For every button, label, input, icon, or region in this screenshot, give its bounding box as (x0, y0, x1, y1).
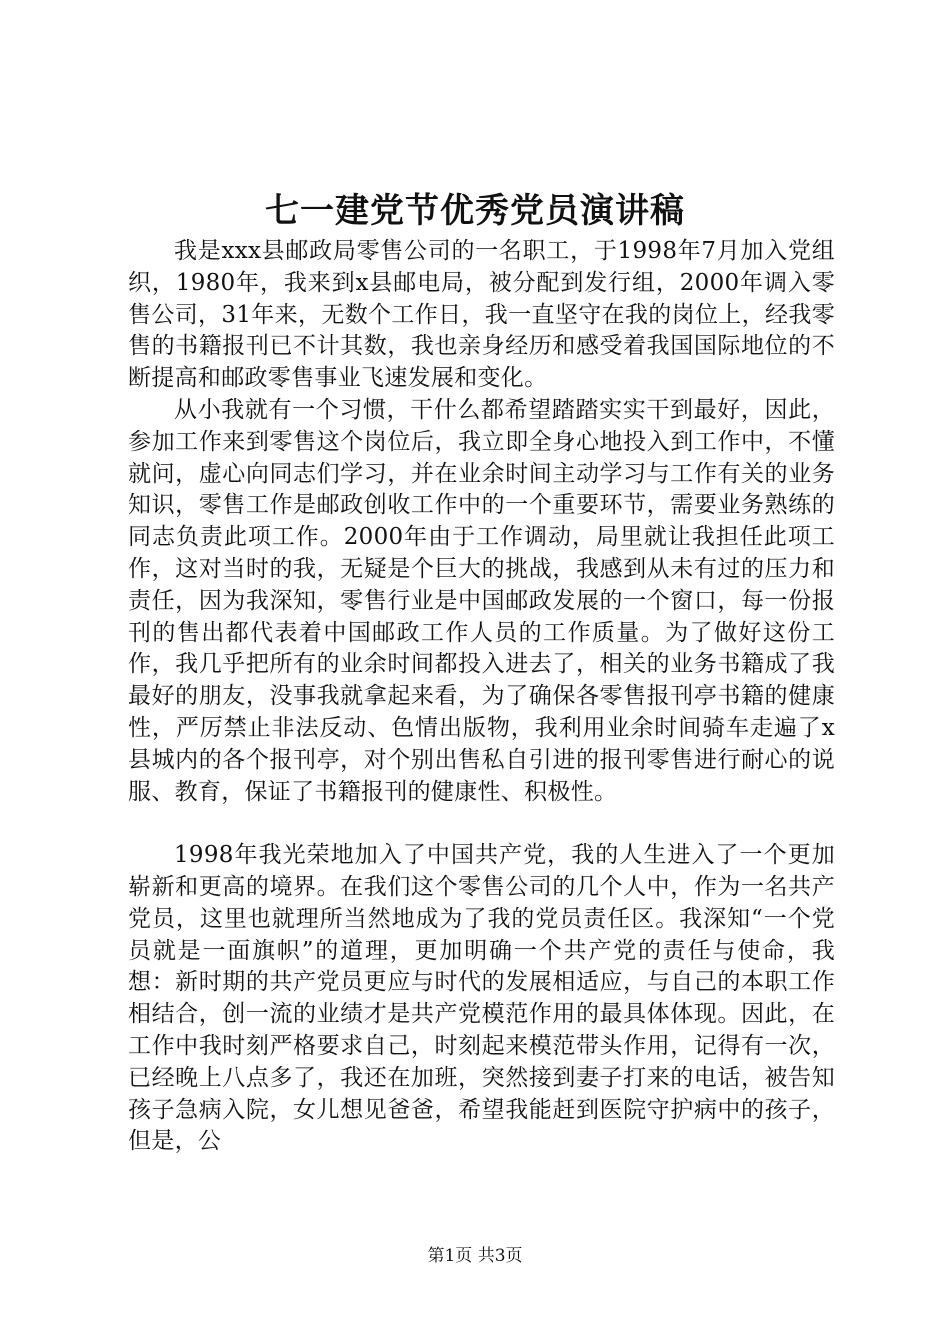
paragraph-2: 从小我就有一个习惯，干什么都希望踏踏实实干到最好，因此，参加工作来到零售这个岗位后，我立即全身心地投入到工作中，不懂就问，虚心向同志们学习，并在业余时间主动学习与工作有关的业务知识，零售工作是邮政创收工作中的一个重要环节，需要业务熟练的同志负责此项工作。2000年由于工作调动，局里就让我担任此项工作，这对当时的我，无疑是个巨大的挑战，我感到从未有过的压力和责任，因为我深知，零售行业是中国邮政发展的一个窗口，每一份报刊的售出都代表着中国邮政工作人员的工作质量。为了做好这份工作，我几乎把所有的业余时间都投入进去了，相关的业务书籍成了我最好的朋友，没事我就拿起来看，为了确保各零售报刊亭书籍的健康性，严厉禁止非法反动、色情出版物，我利用业余时间骑车走遍了x县城内的各个报刊亭，对个别出售私自引进的报刊零售进行耐心的说服、教育，保证了书籍报刊的健康性、积极性。 (128, 396, 835, 805)
document-body (128, 236, 835, 1158)
document-title: 七一建党节优秀党员演讲稿 (265, 191, 685, 231)
page-footer (0, 1244, 950, 1268)
paragraph-3: 1998年我光荣地加入了中国共产党，我的人生进入了一个更加崭新和更高的境界。在我们这个零售公司的几个人中，作为一名共产党员，这里也就理所当然地成为了我的党员责任区。我深知“一个党员就是一面旗帜”的道理，更加明确一个共产党的责任与使命，我想：新时期的共产党员更应与时代的发展相适应，与自己的本职工作相结合，创一流的业绩才是共产党模范作用的最具体体现。因此，在工作中我时刻严格要求自己，时刻起来模范带头作用，记得有一次，已经晚上八点多了，我还在加班，突然接到妻子打来的电话，被告知孩子急病入院，女儿想见爸爸，希望我能赶到医院守护病中的孩子，但是，公 (128, 842, 835, 1155)
paragraph-1: 我是xxx县邮政局零售公司的一名职工，于1998年7月加入党组织，1980年，我来到x县邮电局，被分配到发行组，2000年调入零售公司，31年来，无数个工作日，我一直坚守在我的岗位上，经我零售的书籍报刊已不计其数，我也亲身经历和感受着我国国际地位的不断提高和邮政零售事业飞速发展和变化。 (128, 238, 835, 392)
page-indicator: 第1页 共3页 (427, 1246, 523, 1266)
